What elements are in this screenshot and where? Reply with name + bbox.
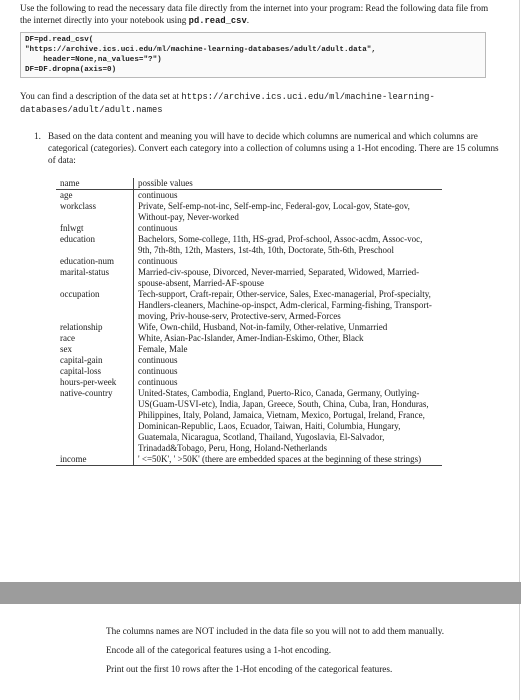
column-values: White, Asian-Pac-Islander, Amer-Indian-Eskimo, Other, Black [138, 333, 364, 343]
description-paragraph [20, 90, 500, 116]
column-name: hours-per-week [56, 377, 134, 388]
question-number: 1. [34, 131, 41, 141]
column-values: continuous [138, 355, 178, 365]
columns-table [56, 178, 442, 466]
question-1 [20, 130, 500, 166]
column-values: continuous [138, 223, 178, 233]
table-row [56, 267, 442, 289]
intro-code: pd.read_csv [188, 16, 247, 26]
column-values: United-States, Cambodia, England, Puerto-Rico, Canada, Germany, Outlying-US(Guam-USVI-etc), India, Japan, Greece, South, China, Cuba, Iran, Honduras, Philippines, Italy, Poland, Jamaica, Vietnam, Mexico, Portugal, Ireland, France, Dominican-Republic, Laos, Ecuador, Taiwan, Haiti, Columbia, Hungary, Guatemala, Nicaragua, Scotland, Thailand, Yugoslavia, El-Salvador, Trinadad&Tobago, Peru, Hong, Holand-Netherlands [138, 388, 429, 453]
table-row [56, 289, 442, 322]
column-values: continuous [138, 256, 178, 266]
table-row [56, 201, 442, 223]
table-row [56, 377, 442, 388]
column-name: education [56, 234, 134, 256]
column-name: income [56, 454, 134, 466]
column-name: capital-gain [56, 355, 134, 366]
note-paragraph: Encode all of the categorical features using a 1-hot encoding. [106, 645, 332, 655]
column-values: Bachelors, Some-college, 11th, HS-grad, Prof-school, Assoc-acdm, Assoc-voc, 9th, 7th-8th, 12th, Masters, 1st-4th, 10th, Doctorate, 5th-6th, Preschool [138, 234, 423, 255]
note-paragraph: The columns names are NOT included in the data file so you will not to add them manually. [106, 626, 445, 636]
column-values: continuous [138, 377, 178, 387]
table-row [56, 355, 442, 366]
intro-text: Use the following to read the necessary data file directly from the internet into your program: Read the following data file from the internet directly into your notebook using [20, 3, 489, 25]
page-gap [0, 582, 521, 604]
notes-section [106, 625, 506, 682]
column-values: Female, Male [138, 344, 188, 354]
column-values: Tech-support, Craft-repair, Other-service, Sales, Exec-managerial, Prof-specialty, Handlers-cleaners, Machine-op-inspct, Adm-clerical, Farming-fishing, Transport-moving, Priv-house-serv, Protective-serv, Armed-Forces [138, 289, 432, 321]
column-name: occupation [56, 289, 134, 322]
column-name: relationship [56, 322, 134, 333]
header-name: name [56, 178, 134, 190]
table-row [56, 256, 442, 267]
description-text: You can find a description of the data set at [20, 91, 182, 101]
column-values: continuous [138, 190, 178, 200]
table-row [56, 454, 442, 466]
column-values: Married-civ-spouse, Divorced, Never-married, Separated, Widowed, Married-spouse-absent, Married-AF-spouse [138, 267, 420, 288]
code-line: header=None,na_values="?") [25, 56, 162, 64]
table-row [56, 190, 442, 202]
column-values: Wife, Own-child, Husband, Not-in-family, Other-relative, Unmarried [138, 322, 388, 332]
description-url: https://archive.ics.uci.edu/ml/machine-learning-databases/adult/adult.names [20, 92, 435, 115]
table-row [56, 234, 442, 256]
column-name: age [56, 190, 134, 202]
intro-paragraph [20, 2, 500, 27]
table-row [56, 333, 442, 344]
table-header-row [56, 178, 442, 190]
note-paragraph: Print out the first 10 rows after the 1-Hot encoding of the categorical features. [106, 664, 393, 674]
column-name: education-num [56, 256, 134, 267]
column-name: workclass [56, 201, 134, 223]
code-line: DF=DF.dropna(axis=0) [25, 66, 117, 74]
column-values: Private, Self-emp-not-inc, Self-emp-inc, Federal-gov, Local-gov, State-gov, Without-pay, Never-worked [138, 201, 410, 222]
column-name: capital-loss [56, 366, 134, 377]
question-text: Based on the data content and meaning you will have to decide which columns are numerical and which columns are categorical (categories). Convert each category into a collection of columns using a 1-Hot encoding. There are 15 columns of data: [48, 131, 499, 165]
document-page-2 [2, 604, 520, 700]
column-name: native-country [56, 388, 134, 454]
column-name: sex [56, 344, 134, 355]
column-name: marital-status [56, 267, 134, 289]
code-line: DF=pd.read_csv( [25, 36, 94, 44]
intro-period: . [246, 15, 250, 25]
table-row [56, 223, 442, 234]
table-row [56, 322, 442, 333]
code-line: "https://archive.ics.uci.edu/ml/machine-learning-databases/adult/adult.data", [25, 46, 376, 54]
table-row [56, 344, 442, 355]
column-name: race [56, 333, 134, 344]
header-possible-values: possible values [134, 178, 443, 190]
column-values: continuous [138, 366, 178, 376]
column-name: fnlwgt [56, 223, 134, 234]
table-row [56, 366, 442, 377]
table-row [56, 388, 442, 454]
column-values: ' <=50K', ' >50K' (there are embedded spaces at the beginning of these strings) [134, 454, 443, 466]
document-page [2, 0, 520, 582]
code-block [20, 32, 486, 78]
page-content [20, 2, 500, 466]
